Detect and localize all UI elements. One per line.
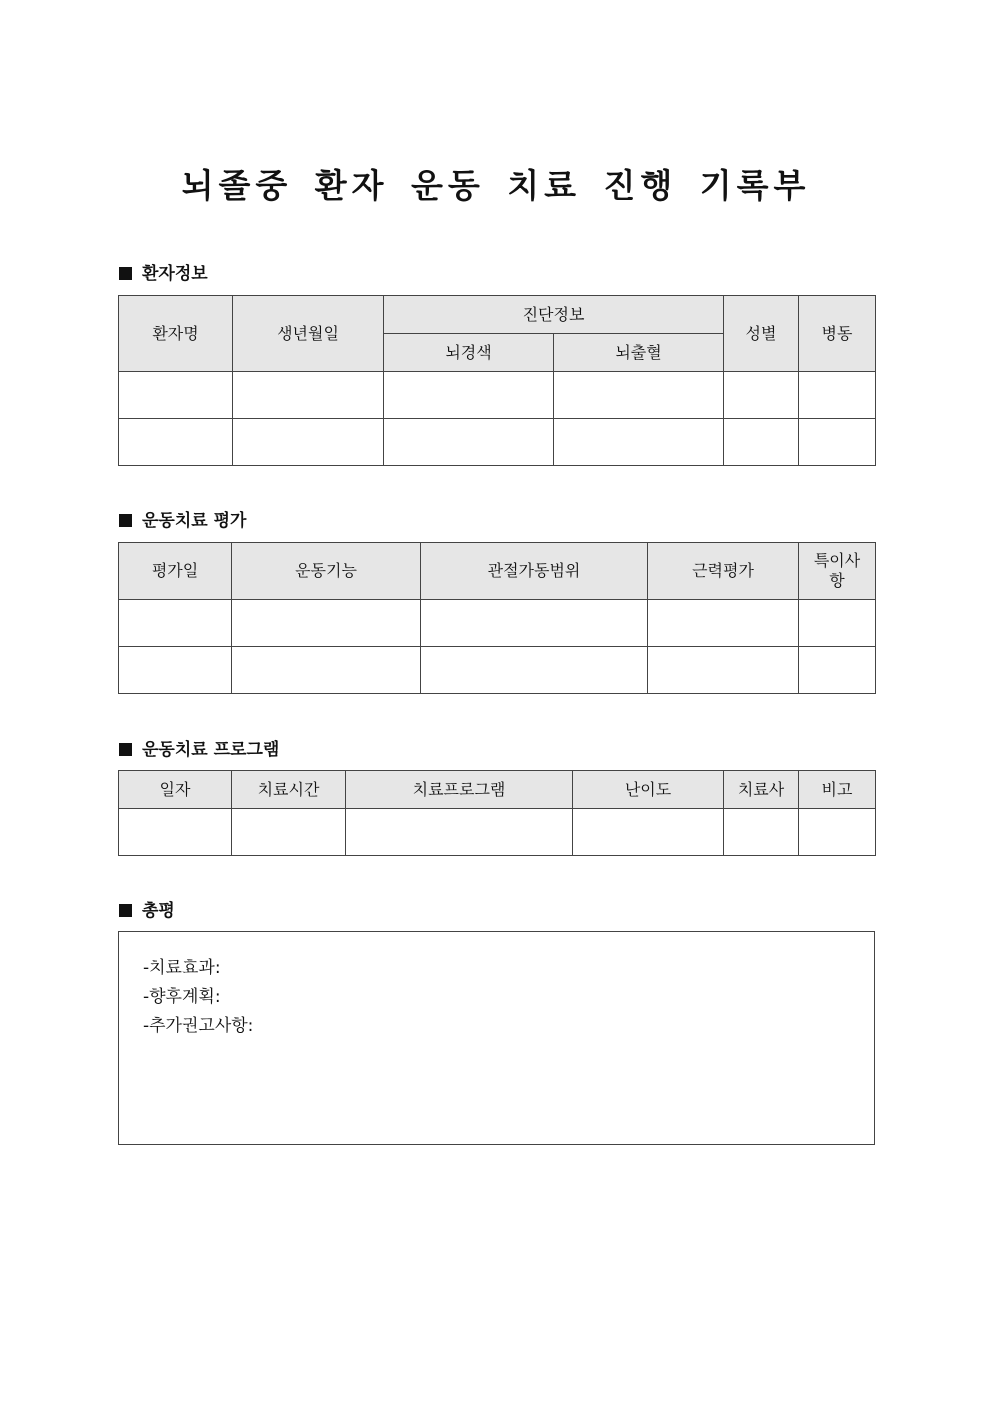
summary-box[interactable] bbox=[118, 931, 875, 1145]
header-remarks: 비고 bbox=[799, 771, 876, 809]
cell-ward[interactable] bbox=[799, 419, 876, 466]
cell-hemorrhage[interactable] bbox=[554, 419, 724, 466]
section-program bbox=[119, 735, 279, 760]
header-birthdate: 생년월일 bbox=[233, 296, 384, 372]
header-ward: 병동 bbox=[799, 296, 876, 372]
header-date: 일자 bbox=[119, 771, 232, 809]
cell-eval-date[interactable] bbox=[119, 647, 232, 694]
header-hemorrhage: 뇌출혈 bbox=[554, 334, 724, 372]
header-range-of-motion: 관절가동범위 bbox=[421, 543, 648, 600]
program-table bbox=[118, 770, 876, 856]
header-name: 환자명 bbox=[119, 296, 233, 372]
section-evaluation bbox=[119, 506, 246, 531]
summary-future-plan: -향후계획: bbox=[143, 987, 221, 1007]
section-summary bbox=[119, 896, 175, 921]
table-row bbox=[119, 419, 876, 466]
cell-eval-date[interactable] bbox=[119, 600, 232, 647]
header-strength: 근력평가 bbox=[648, 543, 799, 600]
section-evaluation-label: 운동치료 평가 bbox=[142, 511, 247, 531]
header-special-notes bbox=[799, 543, 876, 600]
cell-infarction[interactable] bbox=[384, 372, 554, 419]
square-bullet-icon bbox=[119, 267, 132, 280]
cell-ward[interactable] bbox=[799, 372, 876, 419]
table-row bbox=[119, 372, 876, 419]
summary-treatment-effect: -치료효과: bbox=[143, 958, 221, 978]
square-bullet-icon bbox=[119, 904, 132, 917]
header-therapy-program: 치료프로그램 bbox=[346, 771, 573, 809]
square-bullet-icon bbox=[119, 743, 132, 756]
cell-motor-function[interactable] bbox=[232, 600, 421, 647]
cell-remarks[interactable] bbox=[799, 809, 876, 856]
cell-difficulty[interactable] bbox=[573, 809, 724, 856]
table-row bbox=[119, 809, 876, 856]
cell-name[interactable] bbox=[119, 419, 233, 466]
section-program-label: 운동치료 프로그램 bbox=[142, 740, 280, 760]
header-special-notes-line1: 특이사 bbox=[813, 551, 861, 570]
summary-additional-recommendations: -추가권고사항: bbox=[143, 1016, 254, 1036]
table-row bbox=[119, 647, 876, 694]
cell-hemorrhage[interactable] bbox=[554, 372, 724, 419]
page-title: 뇌졸중 환자 운동 치료 진행 기록부 bbox=[181, 166, 811, 205]
section-patient-info bbox=[119, 259, 208, 284]
cell-strength[interactable] bbox=[648, 647, 799, 694]
cell-strength[interactable] bbox=[648, 600, 799, 647]
header-motor-function: 운동기능 bbox=[232, 543, 421, 600]
cell-therapist[interactable] bbox=[724, 809, 799, 856]
header-infarction: 뇌경색 bbox=[384, 334, 554, 372]
cell-date[interactable] bbox=[119, 809, 232, 856]
cell-name[interactable] bbox=[119, 372, 233, 419]
section-summary-label: 총평 bbox=[142, 901, 175, 921]
cell-sex[interactable] bbox=[724, 372, 799, 419]
cell-birthdate[interactable] bbox=[233, 419, 384, 466]
cell-infarction[interactable] bbox=[384, 419, 554, 466]
header-difficulty: 난이도 bbox=[573, 771, 724, 809]
cell-therapy-time[interactable] bbox=[232, 809, 346, 856]
cell-therapy-program[interactable] bbox=[346, 809, 573, 856]
cell-sex[interactable] bbox=[724, 419, 799, 466]
header-therapist: 치료사 bbox=[724, 771, 799, 809]
header-special-notes-line2: 항 bbox=[829, 571, 845, 590]
cell-birthdate[interactable] bbox=[233, 372, 384, 419]
header-eval-date: 평가일 bbox=[119, 543, 232, 600]
cell-special-notes[interactable] bbox=[799, 600, 876, 647]
cell-special-notes[interactable] bbox=[799, 647, 876, 694]
cell-motor-function[interactable] bbox=[232, 647, 421, 694]
header-sex: 성별 bbox=[724, 296, 799, 372]
square-bullet-icon bbox=[119, 514, 132, 527]
cell-range-of-motion[interactable] bbox=[421, 647, 648, 694]
header-diagnosis: 진단정보 bbox=[384, 296, 724, 334]
table-row bbox=[119, 600, 876, 647]
evaluation-table bbox=[118, 542, 876, 694]
patient-info-table bbox=[118, 295, 876, 466]
section-patient-label: 환자정보 bbox=[142, 264, 208, 284]
header-therapy-time: 치료시간 bbox=[232, 771, 346, 809]
cell-range-of-motion[interactable] bbox=[421, 600, 648, 647]
